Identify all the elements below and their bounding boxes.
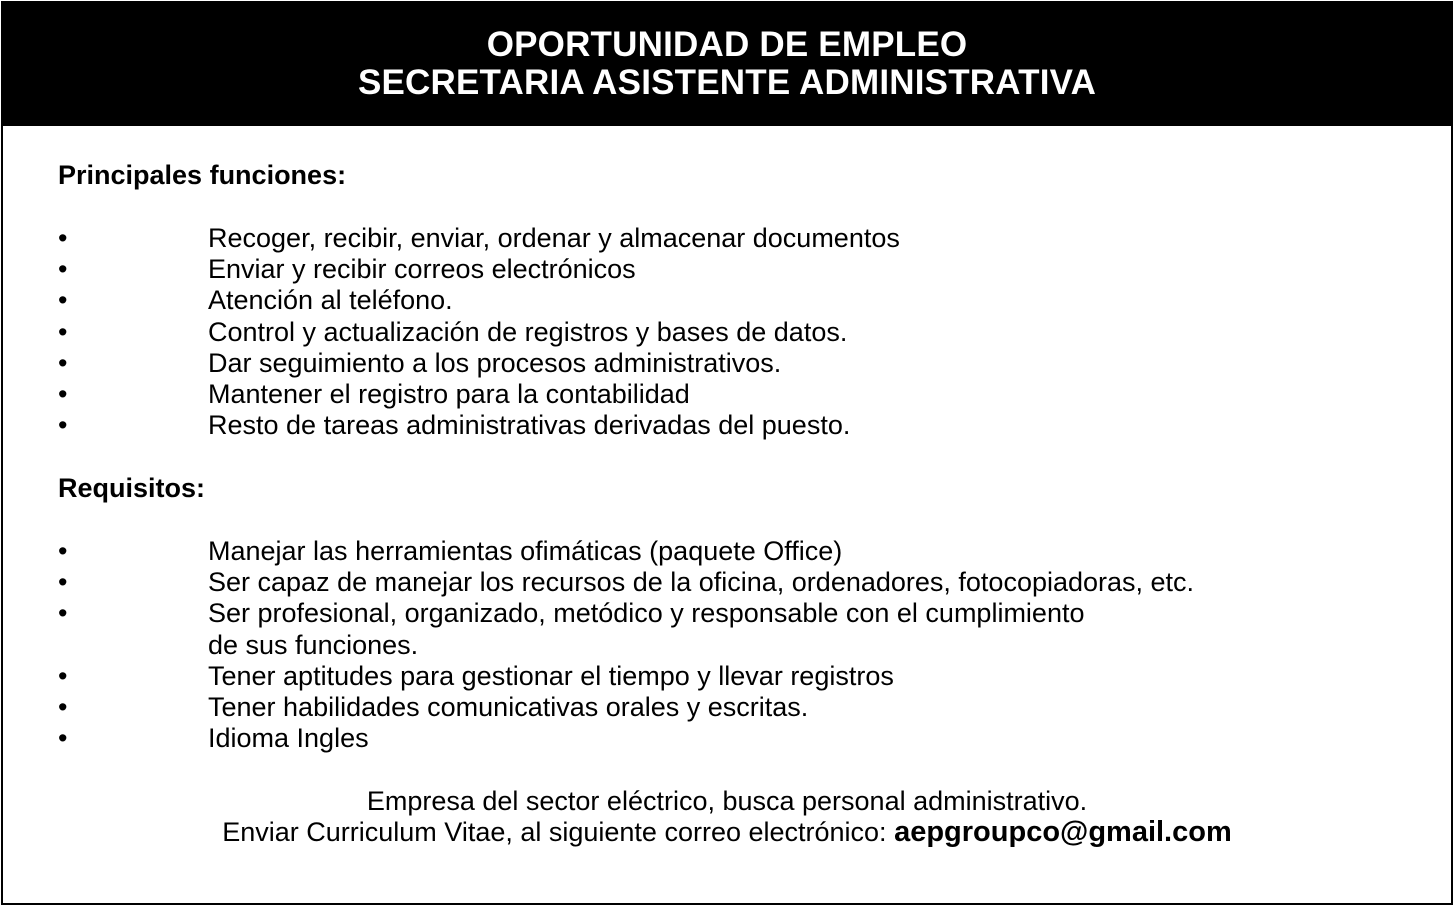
- list-item: • Mantener el registro para la contabilidad: [58, 379, 690, 410]
- bullet-icon: •: [58, 410, 68, 441]
- bullet-icon: •: [58, 285, 68, 316]
- job-ad-frame: [1, 1, 1453, 905]
- bullet-icon: •: [58, 379, 68, 410]
- list-item: • Enviar y recibir correos electrónicos: [58, 254, 636, 285]
- requirements-heading: Requisitos:: [58, 473, 206, 503]
- list-item: • Manejar las herramientas ofimáticas (paquete Office): [58, 536, 843, 566]
- bullet-icon: •: [58, 347, 68, 378]
- bullet-icon: •: [58, 254, 68, 285]
- functions-list: [58, 223, 900, 441]
- bullet-icon: •: [58, 316, 68, 347]
- list-item: • Dar seguimiento a los procesos administrativos.: [58, 347, 782, 378]
- list-item: • Tener habilidades comunicativas orales y escritas.: [58, 692, 809, 723]
- requirements-list: [58, 536, 1194, 754]
- contact-line: [3, 817, 1451, 848]
- bullet-icon: •: [58, 567, 68, 598]
- list-item: • Tener aptitudes para gestionar el tiempo y llevar registros: [58, 660, 894, 691]
- bullet-icon: •: [58, 660, 68, 691]
- bullet-icon: •: [58, 536, 68, 566]
- bullet-icon: •: [58, 598, 68, 629]
- list-item: • Idioma Ingles: [58, 723, 369, 754]
- bullet-icon: •: [58, 223, 68, 253]
- functions-heading: Principales funciones:: [58, 160, 347, 190]
- title-banner: [3, 3, 1451, 126]
- company-description: Empresa del sector eléctrico, busca personal administrativo.: [366, 786, 1088, 816]
- bullet-icon: •: [58, 723, 68, 754]
- ad-title: OPORTUNIDAD DE EMPLEO: [486, 25, 968, 64]
- position-title: SECRETARIA ASISTENTE ADMINISTRATIVA: [357, 63, 1097, 102]
- bullet-icon: •: [58, 692, 68, 723]
- list-item: • Ser profesional, organizado, metódico y responsable con el cumplimiento de sus funciones.: [58, 598, 1085, 660]
- list-item: • Resto de tareas administrativas derivadas del puesto.: [58, 410, 851, 441]
- list-item: • Atención al teléfono.: [58, 285, 453, 316]
- contact-email: aepgroupco@gmail.com: [894, 816, 1232, 848]
- contact-instructions: Enviar Curriculum Vitae, al siguiente correo electrónico:: [222, 817, 887, 847]
- list-item: • Ser capaz de manejar los recursos de la oficina, ordenadores, fotocopiadoras, etc.: [58, 567, 1195, 598]
- list-item: • Control y actualización de registros y bases de datos.: [58, 316, 848, 347]
- list-item: • Recoger, recibir, enviar, ordenar y almacenar documentos: [58, 223, 900, 253]
